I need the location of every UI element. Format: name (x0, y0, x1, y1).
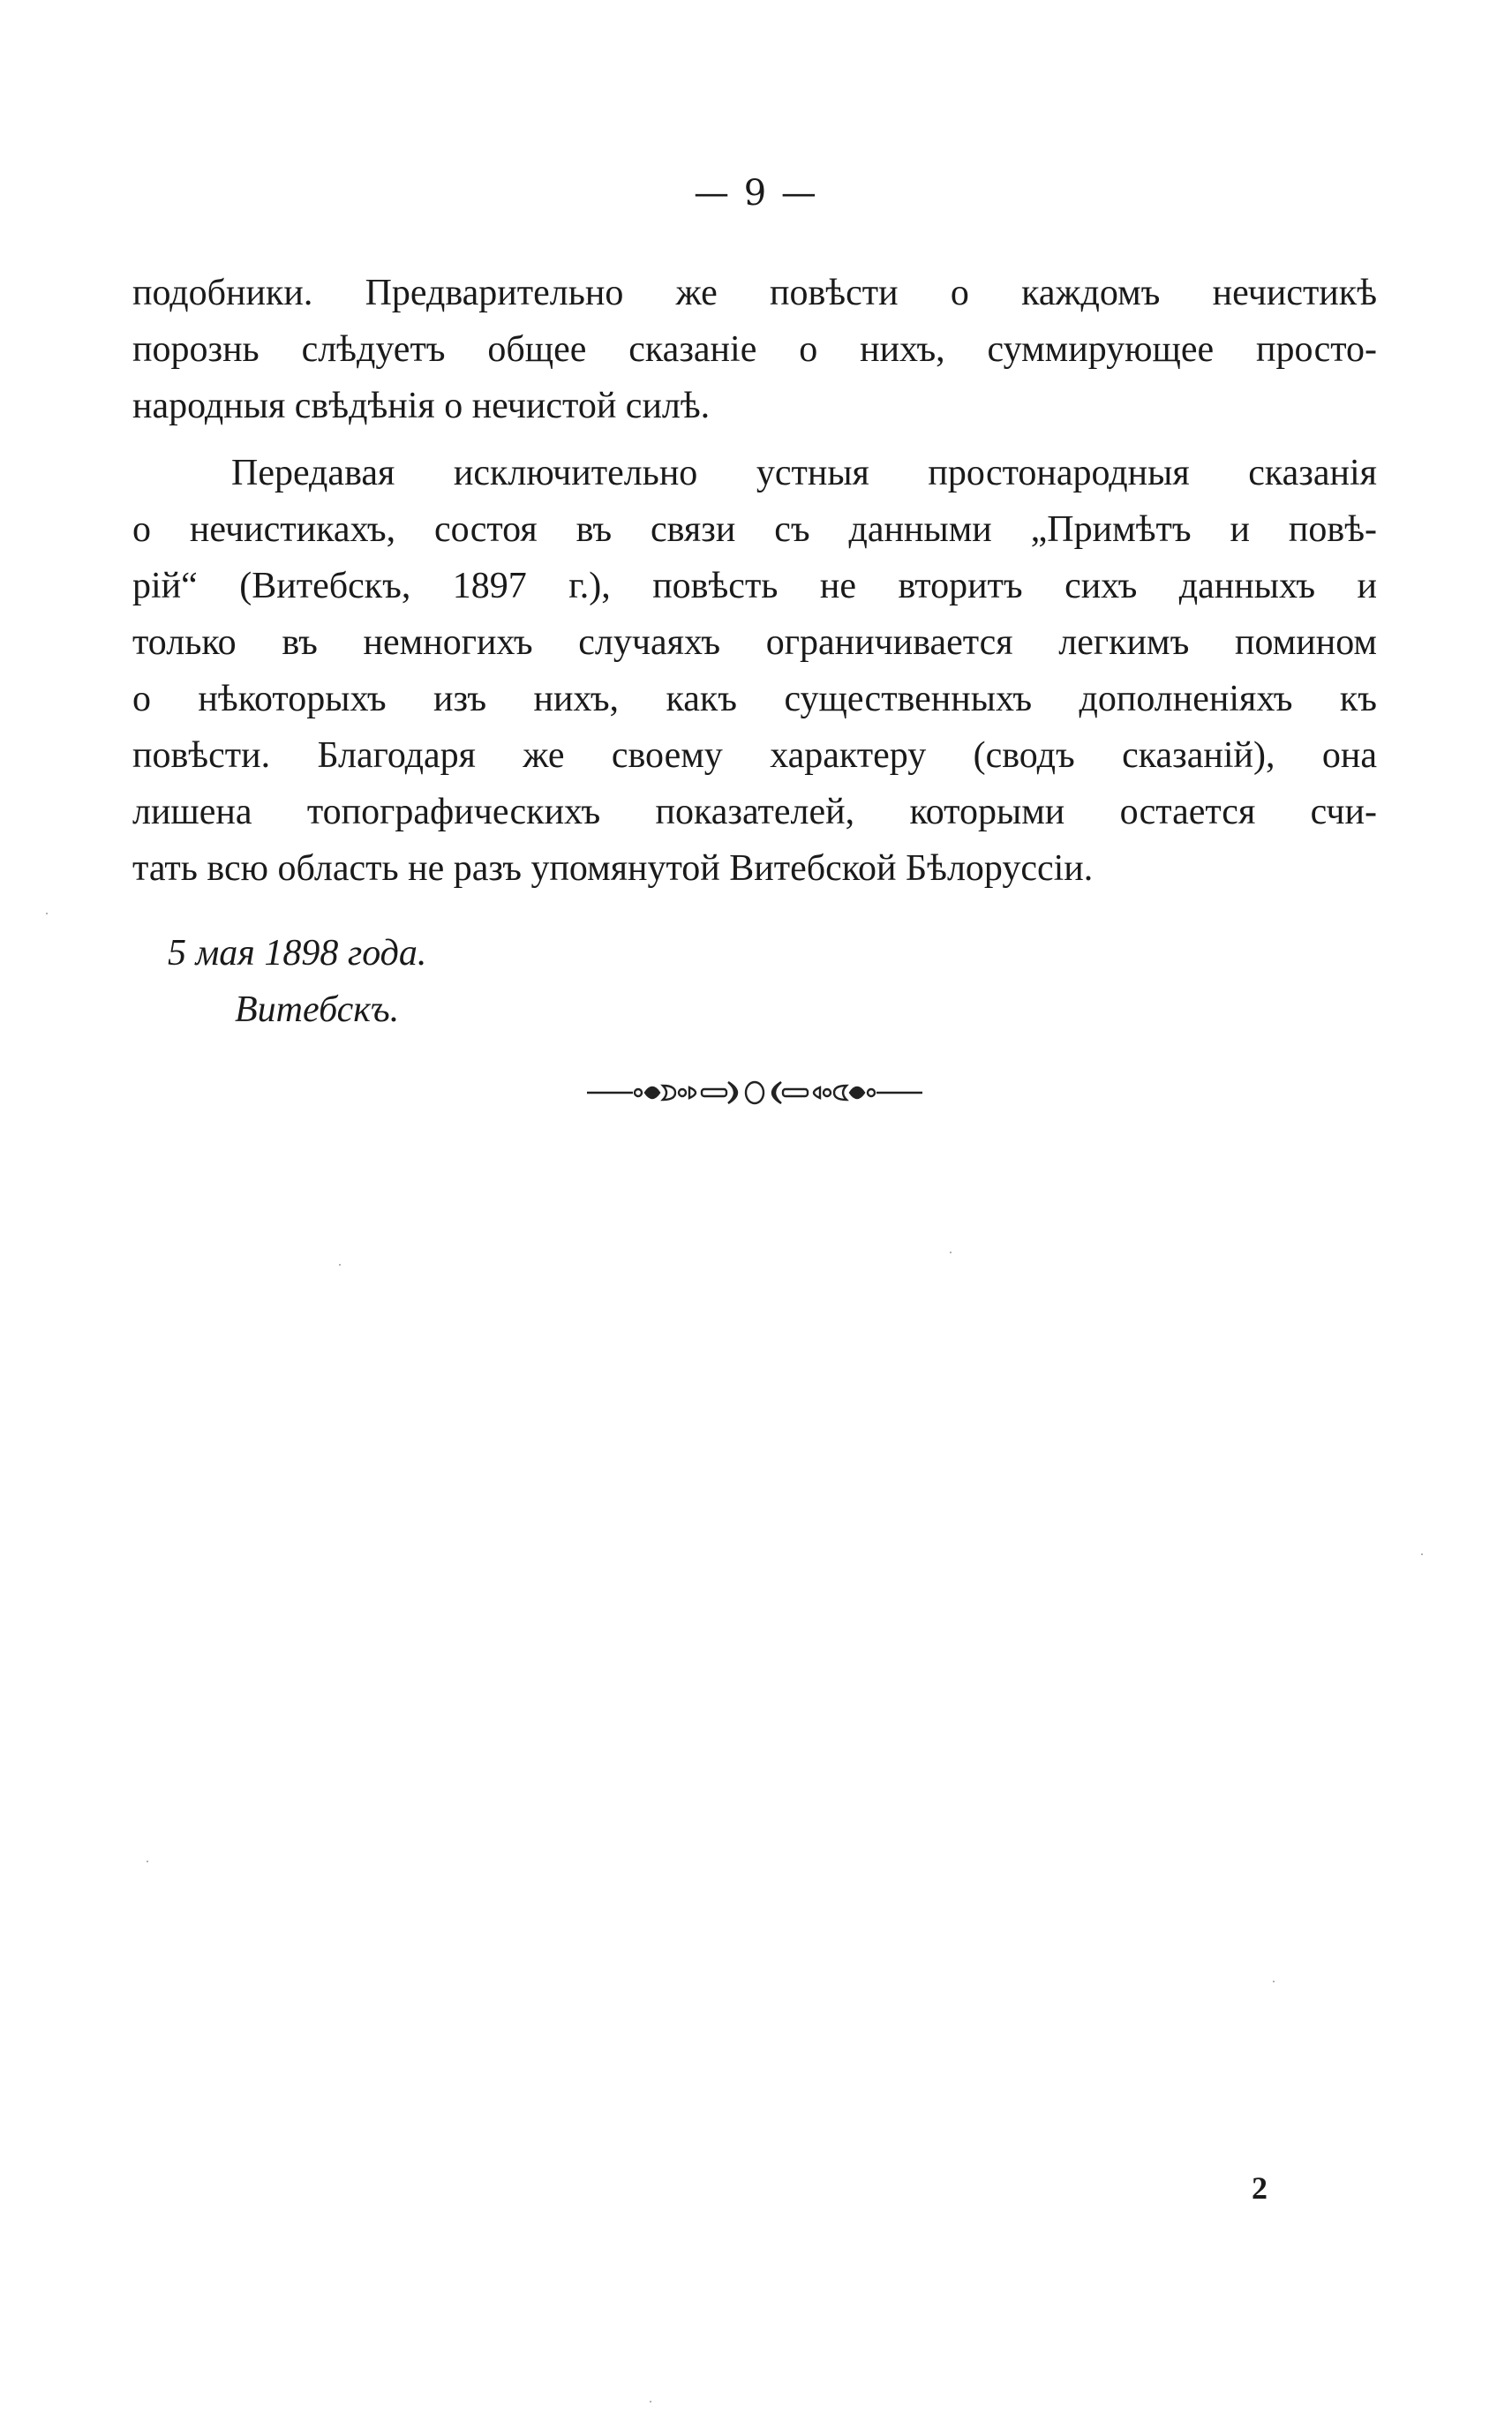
paragraph-2 (132, 445, 1377, 897)
text-line: порознь слѣдуетъ общее сказаніе о нихъ, суммирующее просто- (132, 329, 1377, 370)
text-line: рій“ (Витебскъ, 1897 г.), повѣсть не вторитъ сихъ данныхъ и (132, 566, 1377, 606)
paper-speck (950, 1252, 952, 1253)
text-line: народныя свѣдѣнія о нечистой силѣ. (132, 386, 711, 426)
text-line: о нѣкоторыхъ изъ нихъ, какъ существенныхъ дополненіяхъ къ (132, 679, 1377, 719)
ornament-divider-icon (587, 1075, 922, 1110)
text-line: тать всю область не разъ упомянутой Витебской Бѣлоруссіи. (132, 848, 1094, 889)
paper-speck (147, 1861, 148, 1862)
signature-place: Витебскъ. (235, 989, 400, 1030)
body-text (132, 265, 1377, 907)
paper-speck (46, 913, 48, 914)
paper-speck (1273, 1981, 1275, 1982)
signature-date: 5 мая 1898 года. (168, 933, 427, 974)
text-line: о нечистикахъ, состоя въ связи съ данными „Примѣтъ и повѣ- (132, 509, 1377, 550)
printer-signature-mark: 2 (1252, 2170, 1268, 2206)
paper-speck (650, 2401, 651, 2403)
date-place-signature (168, 925, 426, 1038)
paper-speck (1421, 1553, 1423, 1555)
text-line: повѣсти. Благодаря же своему характеру (сводъ сказаній), она (132, 735, 1377, 776)
paper-speck (339, 1264, 341, 1266)
page-number: — 9 — (694, 173, 818, 214)
paragraph-1 (132, 265, 1377, 434)
text-line: подобники. Предварительно же повѣсти о каждомъ нечистикѣ (132, 273, 1377, 313)
text-line: лишена топографическихъ показателей, которыми остается счи- (132, 792, 1377, 832)
text-line: только въ немногихъ случаяхъ ограничивается легкимъ помином (132, 622, 1377, 663)
text-line: Передавая исключительно устныя простонародныя сказанія (231, 453, 1377, 493)
